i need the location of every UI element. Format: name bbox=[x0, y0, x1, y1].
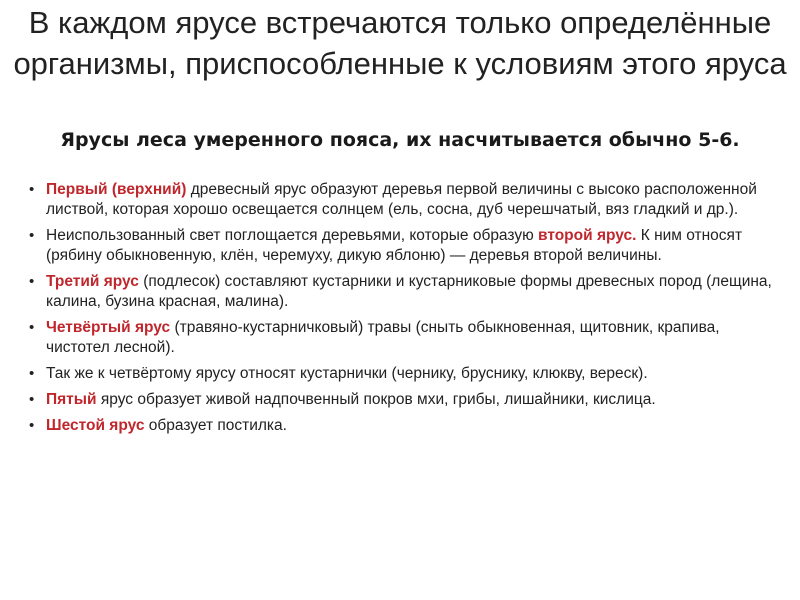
bullet-item bbox=[28, 318, 773, 358]
highlighted-term: Третий ярус bbox=[46, 273, 139, 290]
bullet-text: (травяно-кустарничковый) травы (сныть обыкновенная, щитовник, крапива, чистотел лесной). bbox=[46, 319, 720, 356]
highlighted-term: второй ярус. bbox=[538, 227, 637, 244]
bullet-item bbox=[28, 180, 773, 220]
bullet-text: образует постилка. bbox=[144, 417, 287, 434]
bullet-dot-icon: • bbox=[29, 273, 35, 290]
bullet-text: Неиспользованный свет поглощается деревьями, которые образую bbox=[46, 227, 538, 244]
highlighted-term: Первый (верхний) bbox=[46, 181, 187, 198]
bullet-text: (подлесок) составляют кустарники и кустарниковые формы древесных пород (лещина, калина, бузина красная, малина). bbox=[46, 273, 772, 310]
bullet-dot-icon: • bbox=[29, 181, 35, 198]
bullet-item bbox=[28, 416, 773, 436]
bullet-dot-icon: • bbox=[29, 319, 35, 336]
bullet-text: Так же к четвёртому ярусу относят кустарнички (чернику, бруснику, клюкву, вереск). bbox=[46, 365, 648, 382]
bullet-item bbox=[28, 226, 773, 266]
bullet-text: древесный ярус образуют деревья первой величины с высоко расположенной листвой, которая хорошо освещается солнцем (ель, сосна, дуб черешчатый, вяз гладкий и др.). bbox=[46, 181, 757, 218]
bullet-text: К ним относят (рябину обыкновенную, клён, черемуху, дикую яблоню) — деревья второй величины. bbox=[46, 227, 743, 264]
bullet-item bbox=[28, 272, 773, 312]
bullet-item bbox=[28, 364, 773, 384]
bullet-dot-icon: • bbox=[29, 365, 35, 382]
highlighted-term: Шестой ярус bbox=[46, 417, 145, 434]
slide-subtitle: Ярусы леса умеренного пояса, их насчитывается обычно 5-6. bbox=[60, 129, 740, 151]
slide-title: В каждом ярусе встречаются только определённые организмы, приспособленные к условиям этого яруса bbox=[13, 5, 787, 81]
bullet-text: ярус образует живой надпочвенный покров мхи, грибы, лишайники, кислица. bbox=[96, 391, 656, 408]
highlighted-term: Пятый bbox=[46, 391, 97, 408]
bullet-dot-icon: • bbox=[29, 391, 35, 408]
bullet-dot-icon: • bbox=[29, 417, 35, 434]
bullet-dot-icon: • bbox=[29, 227, 35, 244]
bullet-list bbox=[28, 180, 773, 442]
bullet-item bbox=[28, 390, 773, 410]
highlighted-term: Четвёртый ярус bbox=[46, 319, 171, 336]
